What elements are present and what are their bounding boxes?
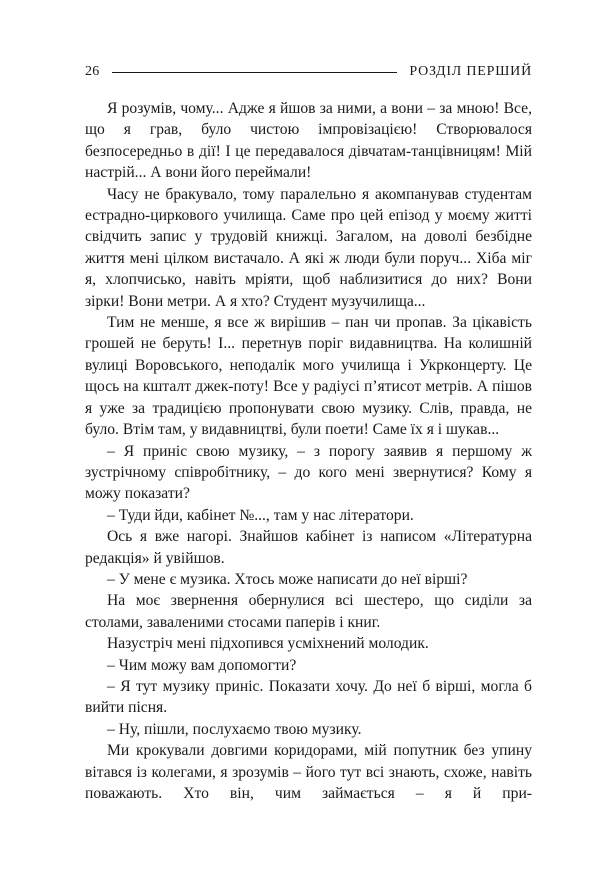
paragraph: – Я тут музику приніс. Показати хочу. До неї б вірші, могла б вийти пісня. [85, 677, 532, 717]
paragraph: Назустріч мені підхопився усміхнений молодик. [107, 635, 429, 653]
chapter-title: РОЗДІЛ ПЕРШИЙ [409, 64, 532, 79]
paragraph: – Я приніс свою музику, – з порогу заявив я першому ж зустрічному співробітнику, – до кого мені звернутися? Кому я можу показати? [85, 442, 532, 503]
header-rule [112, 72, 398, 73]
paragraph: Ми крокували довгими коридорами, мій попутник без упину вітався із колегами, я зрозумів – його тут всі знають, схоже, навіть поважають. Хто він, чим займається – я й при- [85, 742, 532, 802]
body-text [85, 98, 532, 804]
running-header [85, 62, 532, 82]
paragraph: – Чим можу вам допомогти? [107, 656, 297, 674]
paragraph: Часу не бракувало, тому паралельно я акомпанував студентам естрадно-циркового училища. Саме про цей епізод у моєму житті свідчить запис у трудовій книжці. Загалом, на доволі безбідне життя мені цілком вистачало. А які ж люди були поруч... Хіба міг я, хлопчисько, навіть мріяти, щоб наблизитися до них? Вони зірки! Вони метри. А я хто? Студент музучилища... [85, 185, 532, 310]
page-number: 26 [85, 64, 100, 79]
paragraph: – У мене є музика. Хтось може написати до неї вірші? [107, 570, 468, 588]
book-page [85, 62, 532, 804]
paragraph: – Туди йди, кабінет №..., там у нас літератори. [107, 506, 414, 524]
paragraph: Ось я вже нагорі. Знайшов кабінет із написом «Літературна редакція» й увійшов. [85, 528, 532, 567]
paragraph: Тим не менше, я все ж вирішив – пан чи пропав. За цікавість грошей не беруть! І... перетнув поріг видавництва. На колишній вулиці Воровського, неподалік мого училища і Укрконцерту. Це щось на кшталт джек-поту! Все у радіусі п’ятисот метрів. А пішов я уже за традицією пропонувати свою музику. Слів, правда, не було. Втім там, у видавництві, були поети! Саме їх я і шукав... [85, 314, 532, 439]
paragraph: Я розумів, чому... Адже я йшов за ними, а вони – за мною! Все, що я грав, було чистою імпровізацією! Створювалося безпосередньо в дії! І це передавалося дівчатам-танцівницям! Мій настрій... А вони його переймали! [85, 100, 532, 182]
paragraph: – Ну, пішли, послухаємо твою музику. [107, 720, 362, 738]
paragraph: На моє звернення обернулися всі шестеро, що сиділи за столами, заваленими стосами паперів і книг. [85, 592, 532, 631]
